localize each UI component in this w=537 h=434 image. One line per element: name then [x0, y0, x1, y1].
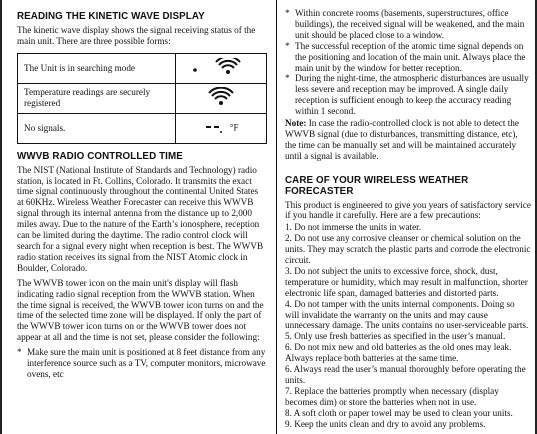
care-heading: CARE OF YOUR WIRELESS WEATHER FORECASTER [285, 174, 469, 197]
list-item: 2. Do not use any corrosive cleanser or chemical solution on the units. They may scratch the plastic parts and corrode the electronic circuit. [285, 233, 531, 266]
kinetic-wave-heading: READING THE KINETIC WAVE DISPLAY [17, 11, 205, 22]
list-item: 6. Do not mix new and old batteries as the old ones may leak. Always replace both batteries at the same time. [285, 342, 512, 364]
signal-registered-icon [206, 87, 236, 110]
status-label: Temperature readings are securely registered [18, 83, 176, 113]
list-item: 6. Always read the user’s manual thoroughly before operating the units. [285, 364, 526, 385]
note-text: In case the radio-controlled clock is not able to detect the WWVB signal (due to disturbances, transmitting distance, etc), the time can be manually set and will be maintained accurately until a signal is available. [285, 118, 519, 161]
left-column [17, 8, 267, 380]
status-label: The Unit is in searching mode [18, 53, 176, 83]
wwvb-para-2: The WWVB tower icon on the main unit's display will flash indicating radio signal reception from the WWVB station. When the time signal is received, the WWVB tower icon turns on and the time of the selected time zone will be displayed. If only the part of the WWVB tower icon turns on or the WWVB tower does not appear at all and the time is not set, please consider the following: [17, 277, 264, 343]
wwvb-heading: WWVB RADIO CONTROLLED TIME [17, 150, 183, 162]
table-row [18, 83, 267, 113]
list-item: 7. Replace the batteries promptly when necessary (display becomes dim) or store the batteries when not in use. [285, 385, 499, 407]
care-list [285, 222, 531, 429]
list-item: * The successful reception of the atomic time signal depends on the positioning and location of the main unit. Always place the main unit by the window for better reception. [285, 40, 526, 73]
list-item: 5. Only use fresh batteries as specified in the user’s manual. [285, 331, 506, 342]
signal-status-table [17, 53, 267, 144]
list-item: 3. Do not subject the units to excessive force, shock, dust, temperature or humidity, which may result in malfunction, shorter electronic life span, damaged batteries and distorted parts. [285, 265, 528, 298]
status-label: No signals. [18, 113, 176, 143]
list-item: * Make sure the main unit is positioned at 8 feet distance from any interference source such as a TV, computer monitors, microwave ovens, etc [17, 347, 266, 379]
list-item: 4. Do not tamper with the units internal components. Doing so will invalidate the warranty on the units and may cause unnecessary damage. The units contains no user-serviceable parts. [285, 298, 529, 331]
unit-label: °F [229, 122, 239, 133]
list-item: * Within concrete rooms (basements, superstructures, office buildings), the received signal will be weakened, and the main unit should be placed close to a window. [285, 8, 525, 40]
list-item: 8. A soft cloth or paper towel may be used to clean your units. [285, 407, 513, 418]
list-item: * During the night-time, the atmospheric disturbances are usually less severe and reception may be improved. A single daily reception is sufficient enough to keep the accuracy reading within 1 second. [285, 73, 529, 117]
kinetic-wave-intro: The kinetic wave display shows the signal receiving status of the main unit. There are three possible forms: [17, 24, 256, 46]
wwvb-para-1: The NIST (National Institute of Standards and Technology) radio station, is located in Ft. Collins, Colorado. It transmits the exact time signal continuously throughout the continental United States at 60KHz. Wireless Weather Forecaster can receive this WWVB signal through its internal antenna from the distance up to 2,000 miles away. Due to the nature of the Earth’s ionosphere, reception can be limited during the daytime. The radio control clock will search for a signal every night when reception is best. The WWVB radio station receives its signal from the NIST Atomic clock in Boulder, Colorado. [17, 164, 264, 273]
no-signal-icon [204, 120, 228, 137]
right-column [285, 8, 531, 430]
list-item: 1. Do not immerse the units in water. [285, 222, 422, 233]
list-item: 9. Keep the units clean and dry to avoid any problems. [285, 418, 486, 429]
note-block [285, 118, 531, 162]
table-row [18, 113, 267, 143]
column-divider [276, 0, 277, 434]
page-left-edge [0, 0, 2, 434]
signal-searching-icon [191, 58, 251, 79]
care-intro: This product is engineered to give you years of satisfactory service if you handle it carefully. Here are a few precautions: [285, 199, 531, 221]
table-row [18, 53, 267, 83]
note-label: Note: [285, 118, 307, 129]
